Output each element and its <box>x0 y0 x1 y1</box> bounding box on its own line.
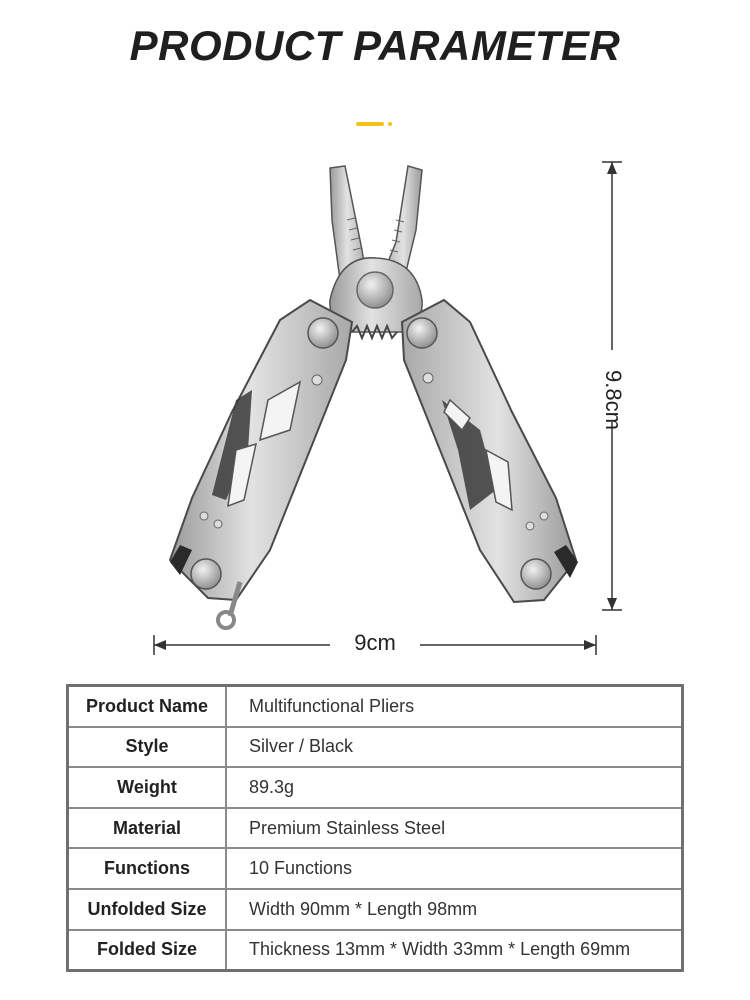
spec-key: Material <box>68 808 227 849</box>
spec-key: Product Name <box>68 686 227 727</box>
spec-value: Premium Stainless Steel <box>226 808 683 849</box>
table-row <box>68 808 683 849</box>
title-accent-dot <box>388 122 392 126</box>
spec-key: Style <box>68 727 227 768</box>
height-dimension <box>590 160 630 612</box>
spec-table <box>66 684 684 972</box>
spec-value: Width 90mm * Length 98mm <box>226 889 683 930</box>
height-label: 9.8cm <box>601 370 626 430</box>
table-row <box>68 767 683 808</box>
spec-value: 10 Functions <box>226 848 683 889</box>
table-row <box>68 727 683 768</box>
title-accent-bar <box>356 122 384 126</box>
table-row <box>68 686 683 727</box>
multitool-pliers-icon <box>140 150 600 640</box>
page-title: PRODUCT PARAMETER <box>129 22 621 69</box>
spec-value: 89.3g <box>226 767 683 808</box>
table-row <box>68 930 683 971</box>
spec-value: Silver / Black <box>226 727 683 768</box>
spec-key: Functions <box>68 848 227 889</box>
spec-key: Folded Size <box>68 930 227 971</box>
width-dimension <box>150 628 600 658</box>
table-row <box>68 848 683 889</box>
spec-value: Multifunctional Pliers <box>226 686 683 727</box>
table-row <box>68 889 683 930</box>
spec-key: Unfolded Size <box>68 889 227 930</box>
spec-key: Weight <box>68 767 227 808</box>
width-label: 9cm <box>354 630 396 655</box>
spec-value: Thickness 13mm * Width 33mm * Length 69mm <box>226 930 683 971</box>
